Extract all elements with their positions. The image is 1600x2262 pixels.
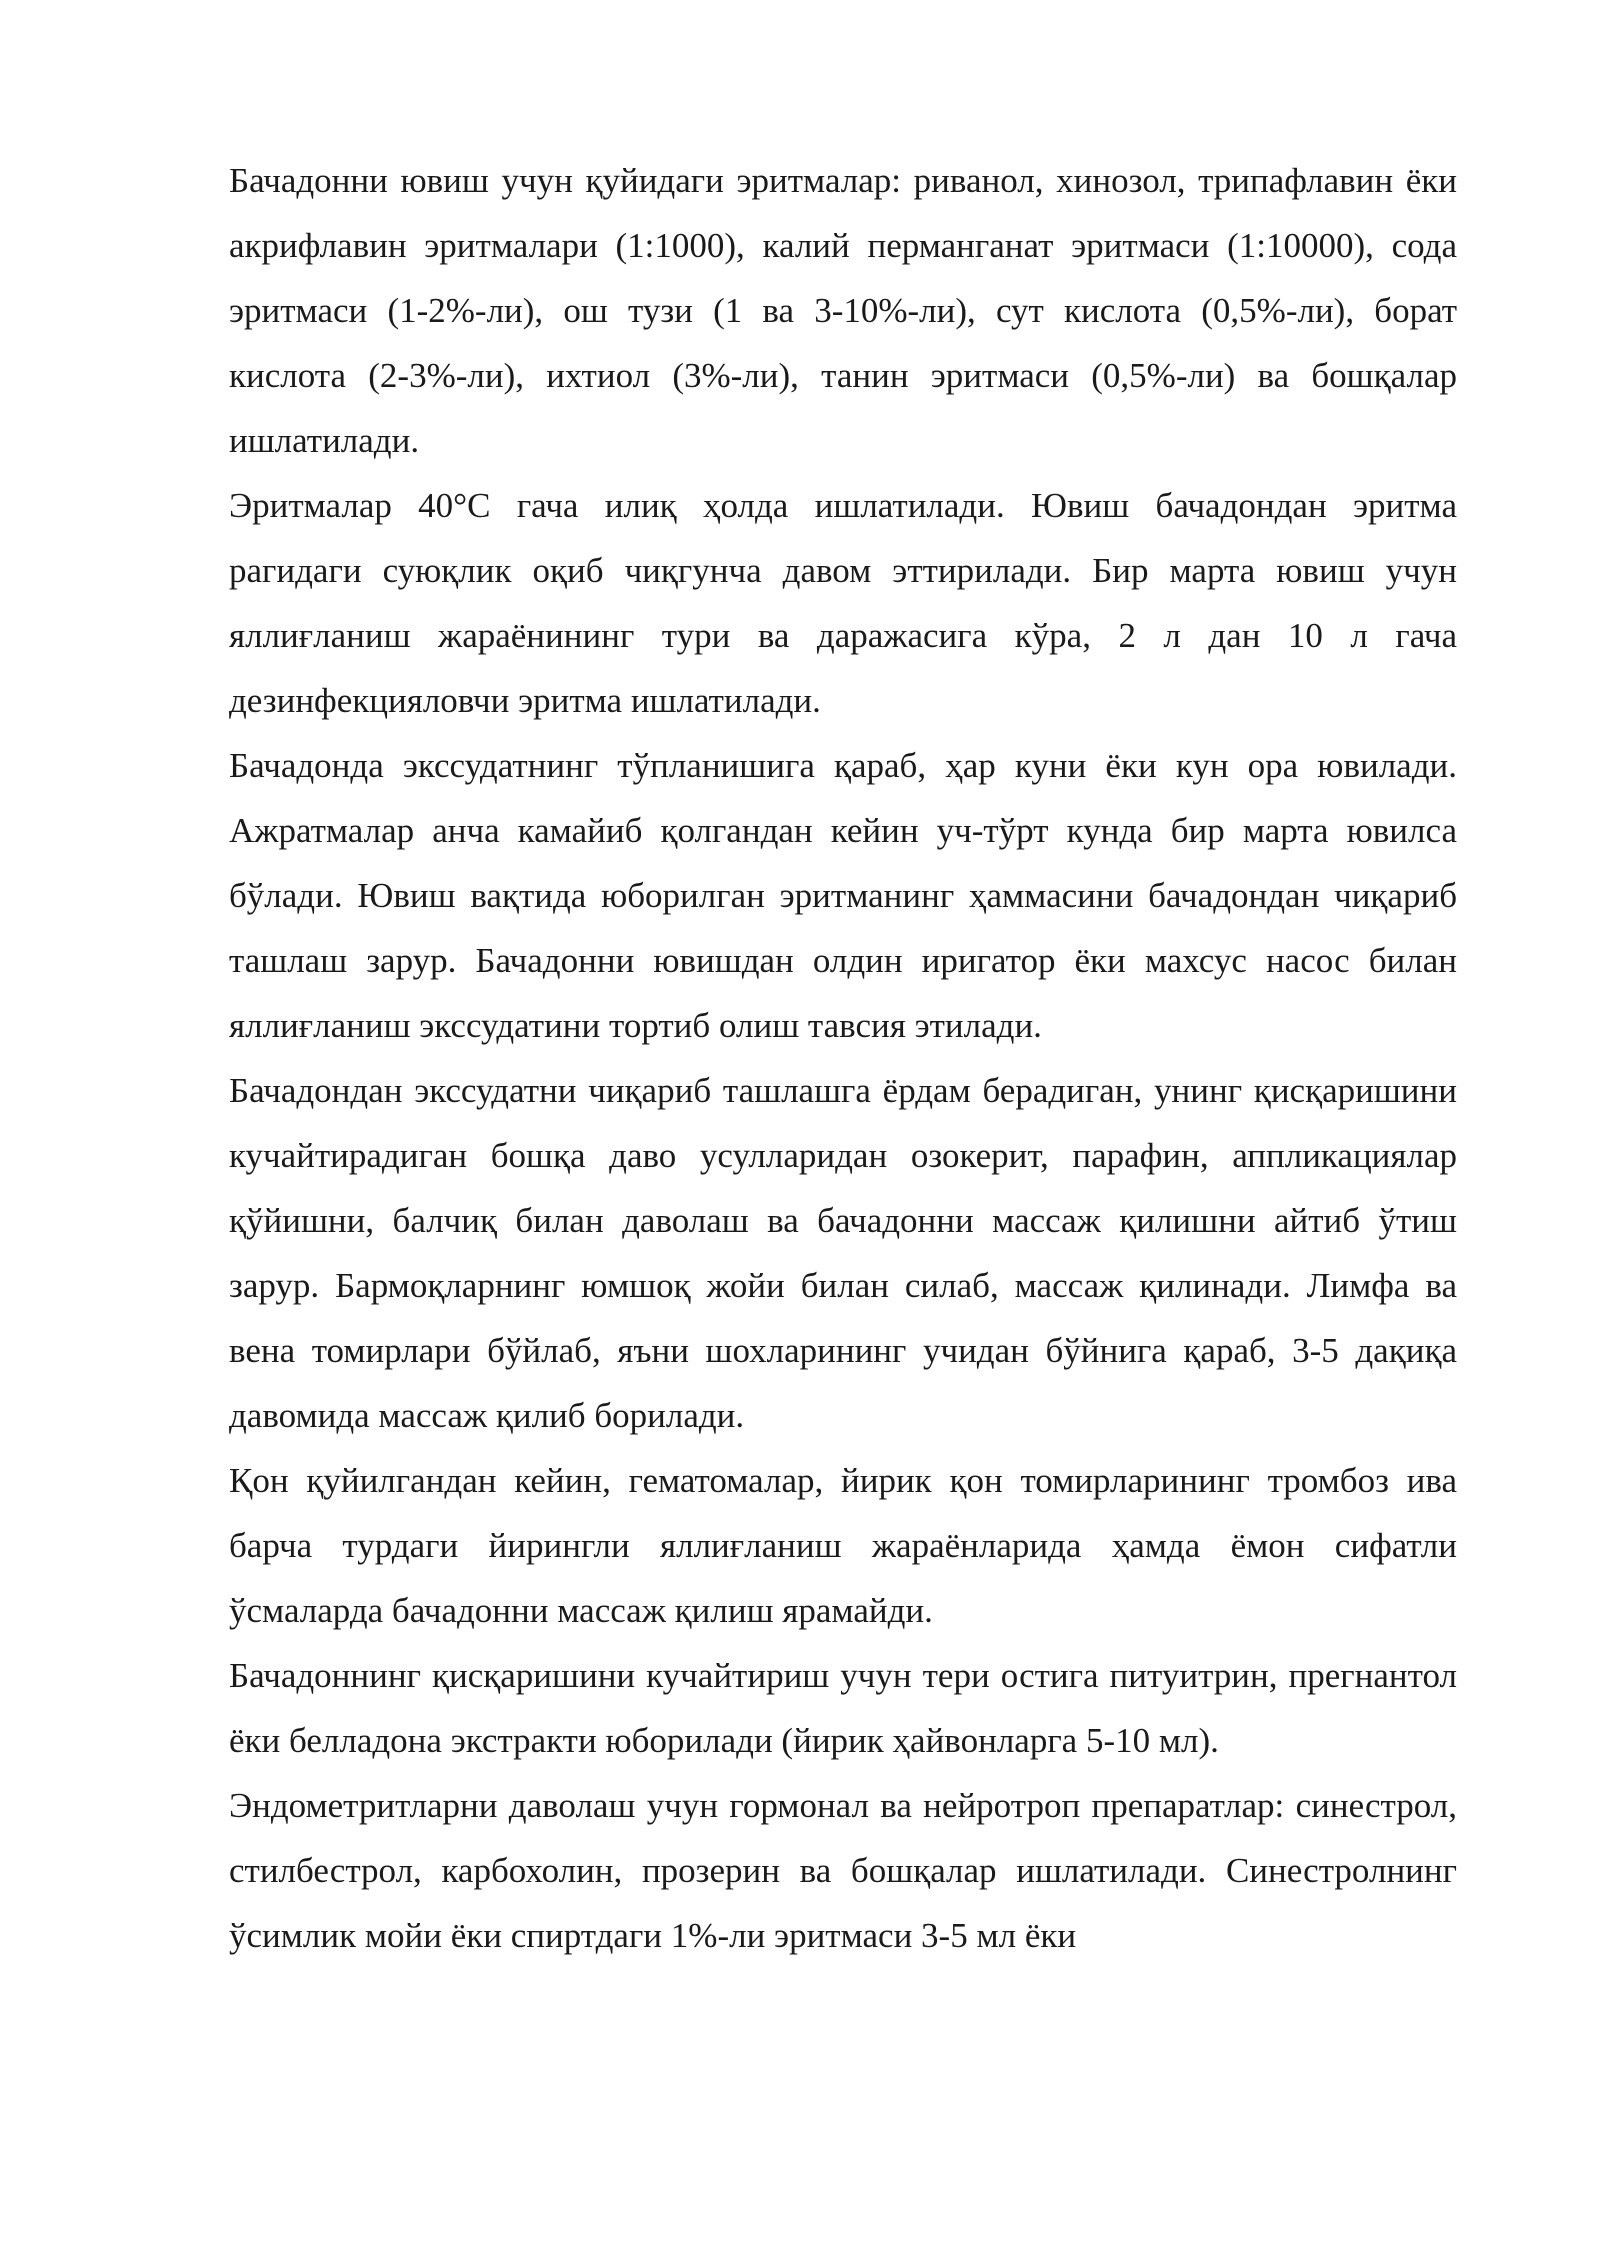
paragraph-solution-temperature: Эритмалар 40°С гача илиқ ҳолда ишлатилади. Ювиш бачадондан эритма рагидаги суюқлик оқиб чиқгунча давом эттирилади. Бир марта ювиш учун яллиғланиш жараёнининг тури ва даражасига кўра, 2 л дан 10 л гача дезинфекцияловчи эритма ишлатилади. [229,486,1457,720]
paragraph-endometritis-treatment: Эндометритларни даволаш учун гормонал ва нейротроп препаратлар: синестрол, стилбестрол, карбохолин, прозерин ва бошқалар ишлатилади. Синестролнинг ўсимлик мойи ёки спиртдаги 1%-ли эритмаси 3-5 мл ёки [229,1786,1457,1955]
paragraph-massage-contraindications: Қон қуйилгандан кейин, гематомалар, йирик қон томирларининг тромбоз ива барча турдаги йирингли яллиғланиш жараёнларида ҳамда ёмон сифатли ўсмаларда бачадонни массаж қилиш ярамайди. [229,1461,1457,1630]
paragraph-washing-solutions: Бачадонни ювиш учун қуйидаги эритмалар: риванол, хинозол, трипафлавин ёки акрифлавин эритмалари (1:1000), калий перманганат эритмаси (1:10000), сода эритмаси (1-2%-ли), ош тузи (1 ва 3-10%-ли), сут кислота (0,5%-ли), борат кислота (2-3%-ли), ихтиол (3%-ли), танин эритмаси (0,5%-ли) ва бошқалар ишлатилади. [229,161,1457,460]
document-body [229,148,1457,1968]
paragraph-washing-frequency: Бачадонда экссудатнинг тўпланишига қараб, ҳар куни ёки кун ора ювилади. Ажратмалар анча камайиб қолгандан кейин уч-тўрт кунда бир марта ювилса бўлади. Ювиш вақтида юборилган эритманинг ҳаммасини бачадондан чиқариб ташлаш зарур. Бачадонни ювишдан олдин иригатор ёки махсус насос билан яллиғланиш экссудатини тортиб олиш тавсия этилади. [229,746,1457,1045]
paragraph-uterine-contraction-drugs: Бачадоннинг қисқаришини кучайтириш учун тери остига питуитрин, прегнантол ёки белладона экстракти юборилади (йирик ҳайвонларга 5-10 мл). [229,1656,1457,1760]
paragraph-exudate-removal-massage: Бачадондан экссудатни чиқариб ташлашга ёрдам берадиган, унинг қисқаришини кучайтирадиган бошқа даво усулларидан озокерит, парафин, аппликациялар қўйишни, балчиқ билан даволаш ва бачадонни массаж қилишни айтиб ўтиш зарур. Бармоқларнинг юмшоқ жойи билан силаб, массаж қилинади. Лимфа ва вена томирлари бўйлаб, яъни шохларининг учидан бўйнига қараб, 3-5 дақиқа давомида массаж қилиб борилади. [229,1071,1457,1435]
